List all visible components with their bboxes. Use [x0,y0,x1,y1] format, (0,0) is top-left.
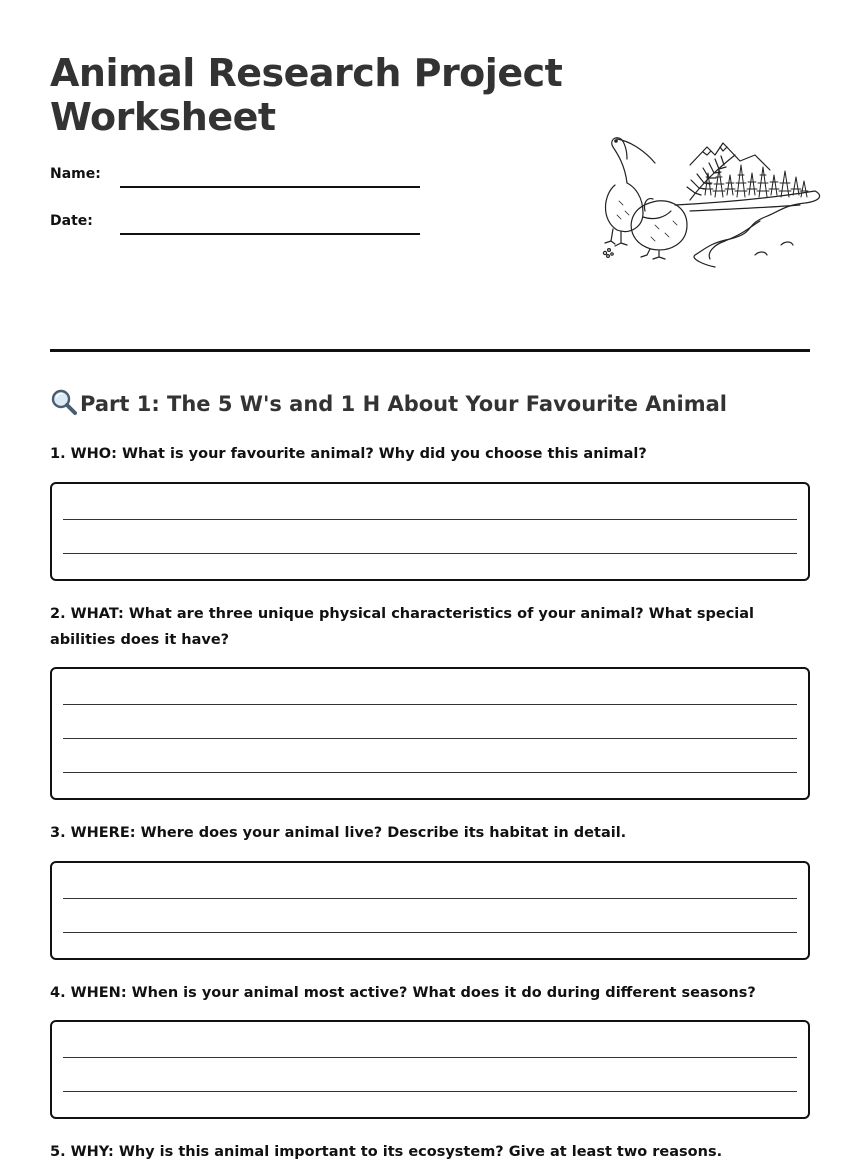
name-field-row [50,166,430,196]
answer-line [63,519,797,520]
date-field-row [50,213,430,243]
part1-heading-text: Part 1: The 5 W's and 1 H About Your Favourite Animal [80,392,727,416]
answer-box-2[interactable] [50,667,810,800]
name-field[interactable] [120,186,420,188]
answer-line [63,1057,797,1058]
answer-line [63,738,797,739]
part1-heading [50,388,727,421]
section-divider [50,349,810,352]
name-label: Name: [50,166,101,182]
question-1: 1. WHO: What is your favourite animal? Why did you choose this animal? [50,446,647,462]
answer-box-4[interactable] [50,1020,810,1119]
answer-line [63,898,797,899]
date-field[interactable] [120,233,420,235]
question-3: 3. WHERE: Where does your animal live? Describe its habitat in detail. [50,825,627,841]
kiwi-bird-landscape-illustration [595,125,825,275]
worksheet-title: Animal Research Project Worksheet [50,51,563,139]
question-4: 4. WHEN: When is your animal most active? What does it do during different seasons? [50,985,756,1001]
answer-line [63,1091,797,1092]
answer-line [63,704,797,705]
question-5: 5. WHY: Why is this animal important to its ecosystem? Give at least two reasons. [50,1144,723,1160]
date-label: Date: [50,213,93,229]
answer-box-1[interactable] [50,482,810,581]
magnifying-glass-icon [50,388,80,421]
question-2: 2. WHAT: What are three unique physical characteristics of your animal? What special abilities does it have? [50,606,755,648]
answer-line [63,932,797,933]
answer-line [63,553,797,554]
answer-box-3[interactable] [50,861,810,960]
answer-line [63,772,797,773]
